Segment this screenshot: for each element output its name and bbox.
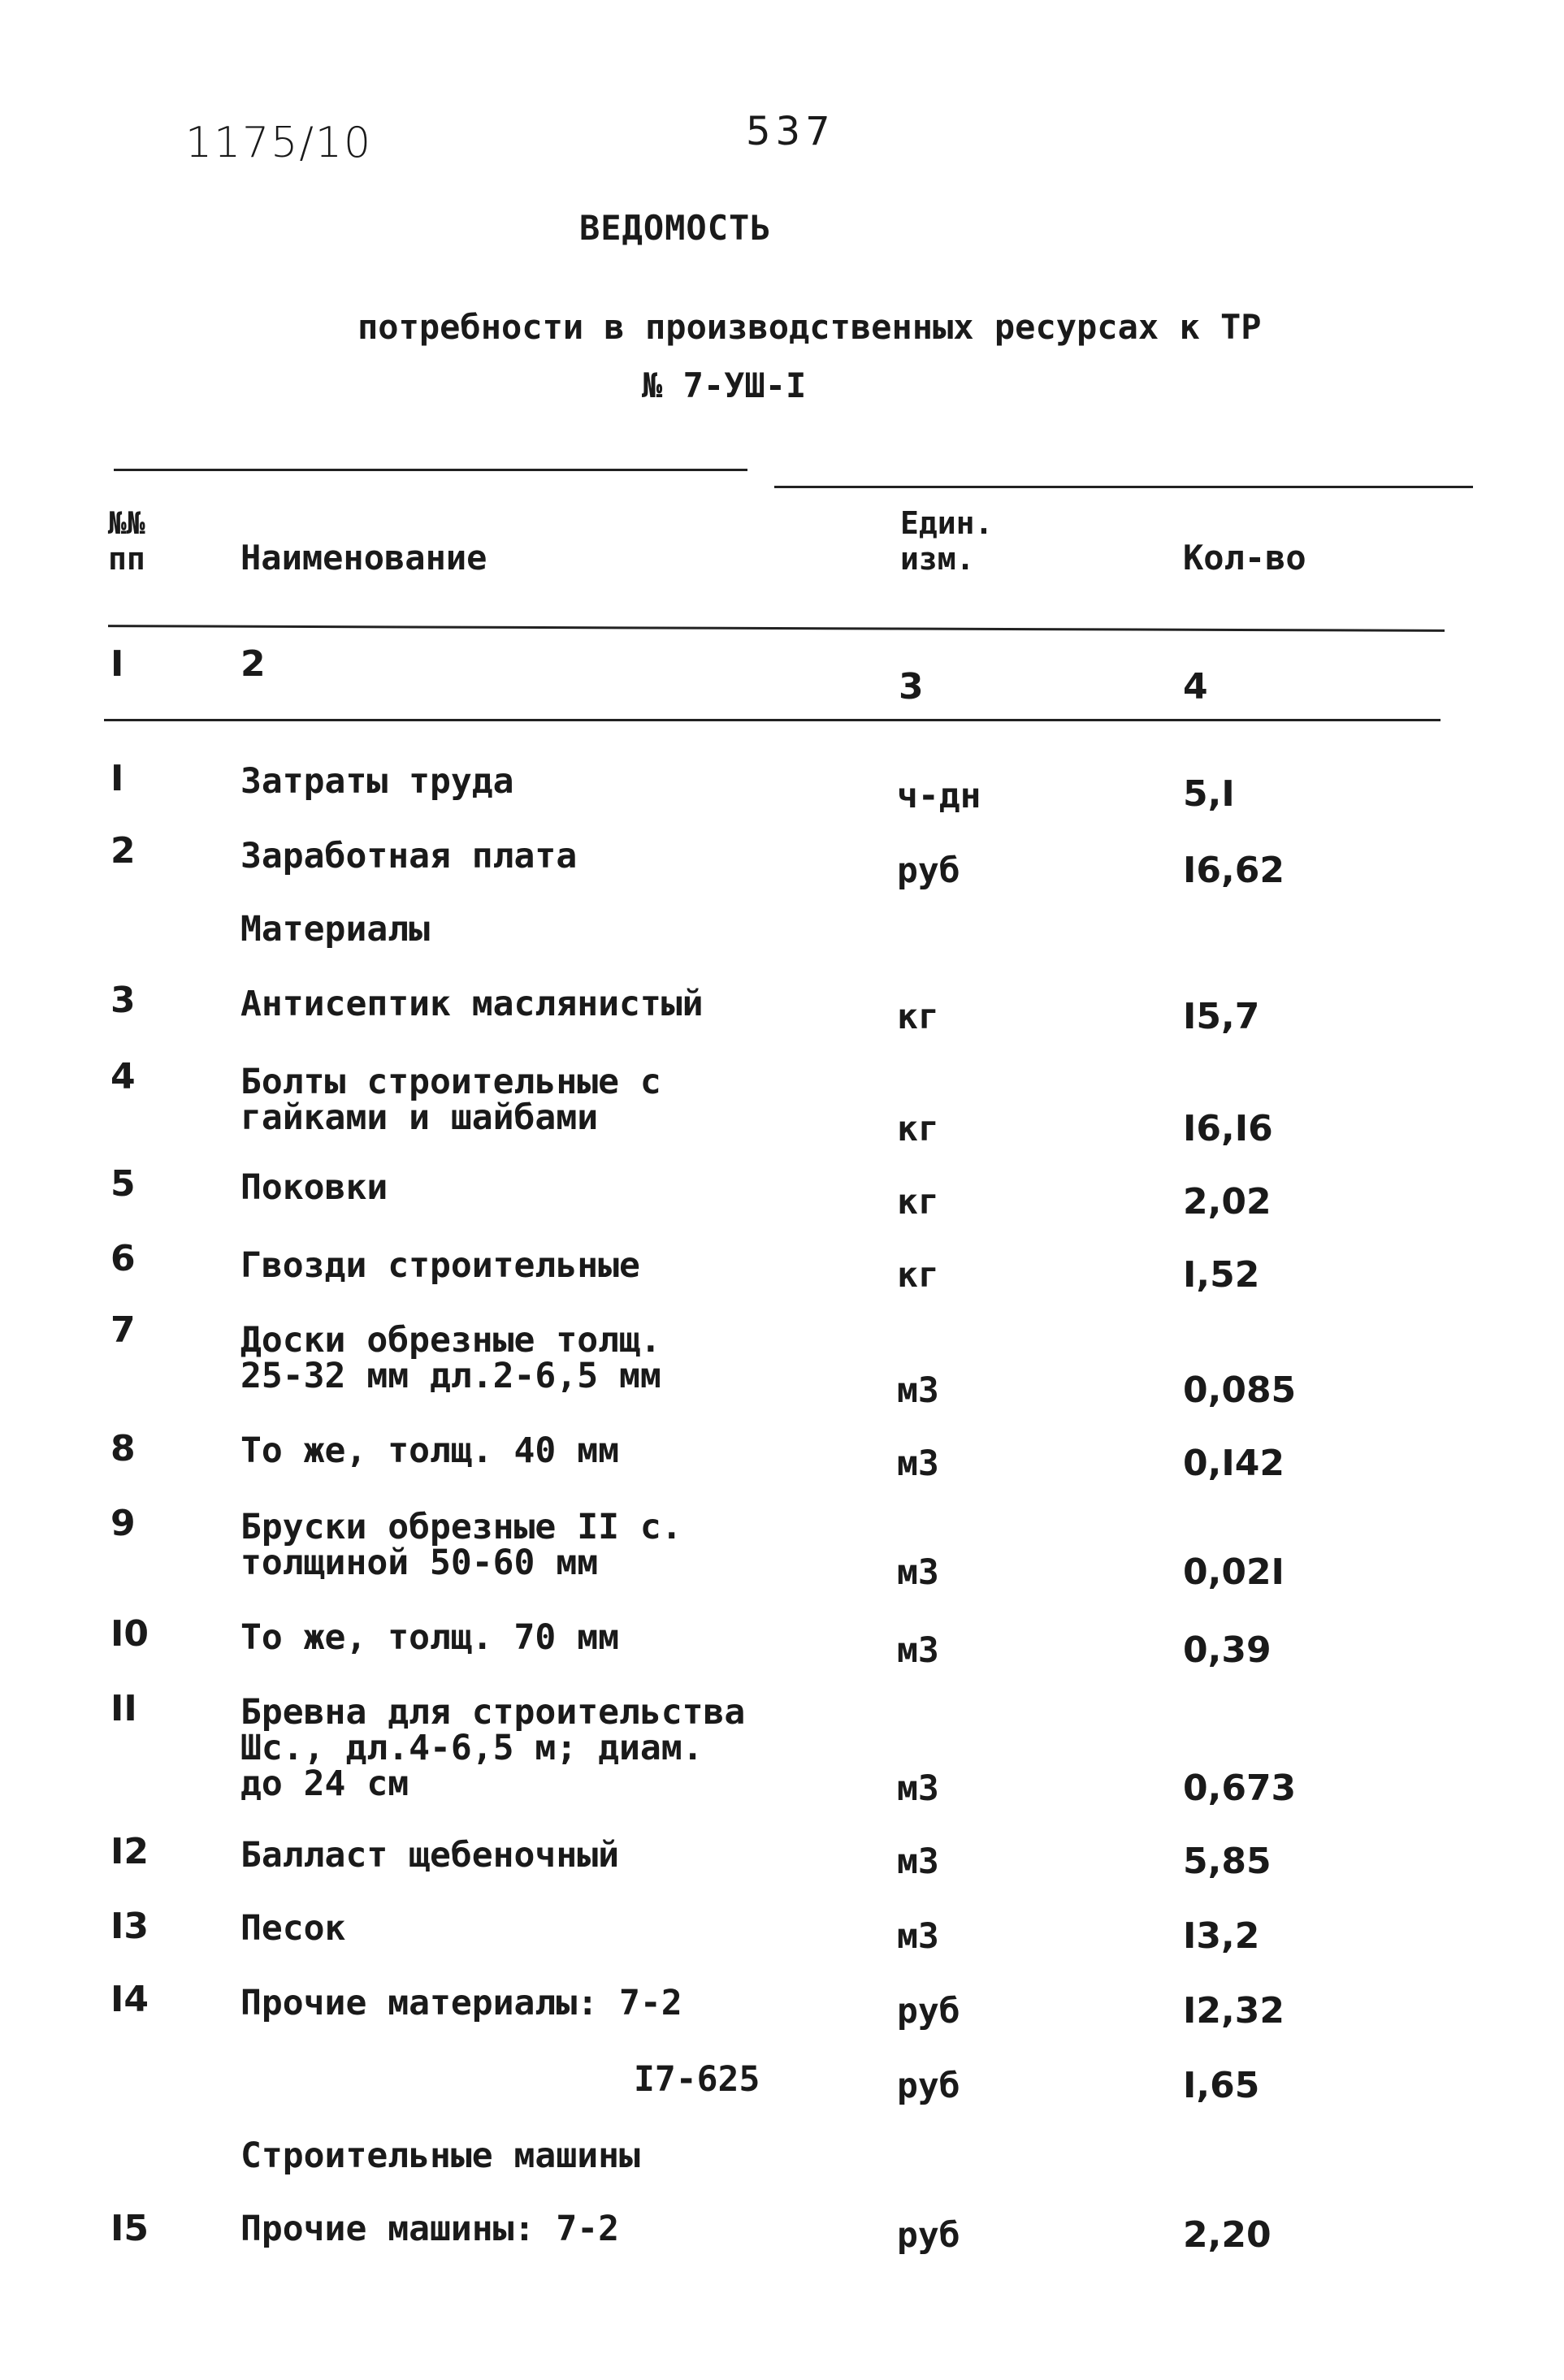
column-number-2: 2 xyxy=(240,643,266,685)
header-rule xyxy=(108,625,1445,632)
row-qty: I6,I6 xyxy=(1183,1108,1273,1149)
row-name: Доски обрезные толщ. 25-32 мм дл.2-6,5 мм xyxy=(240,1320,661,1396)
header-unit: Един. изм. xyxy=(900,505,994,577)
row-num: II xyxy=(110,1688,137,1729)
row-unit: кг xyxy=(897,1182,939,1222)
row-unit: руб xyxy=(897,1991,960,2032)
handwritten-number: 1175/10 xyxy=(185,119,373,167)
row-num: 4 xyxy=(110,1056,136,1097)
header-qty: Кол-во xyxy=(1183,538,1306,578)
row-name: Бревна для строительства Шс., дл.4-6,5 м; диам. до 24 см xyxy=(240,1692,746,1804)
row-name: Поковки xyxy=(240,1167,388,1208)
row-unit: кг xyxy=(897,1109,939,1149)
row-num: I xyxy=(110,758,124,799)
row-name: То же, толщ. 70 мм xyxy=(240,1617,619,1658)
row-name: Гвозди строительные xyxy=(240,1245,640,1286)
row-qty: 0,39 xyxy=(1183,1629,1272,1671)
document-title: ВЕДОМОСТЬ xyxy=(579,208,772,248)
row-num: I4 xyxy=(110,1979,149,2020)
column-number-1: I xyxy=(110,643,124,685)
row-name: Бруски обрезные II с. толщиной 50-60 мм xyxy=(240,1507,682,1583)
column-number-3: 3 xyxy=(899,666,924,708)
row-name: Болты строительные с гайками и шайбами xyxy=(240,1062,661,1138)
row-name: I7-625 xyxy=(634,2059,760,2100)
column-number-4: 4 xyxy=(1183,666,1208,708)
row-num: 2 xyxy=(110,830,136,872)
row-name: Материалы xyxy=(240,909,430,950)
row-name: Антисептик маслянистый xyxy=(240,984,704,1024)
row-num: 6 xyxy=(110,1238,136,1279)
row-name: То же, толщ. 40 мм xyxy=(240,1430,619,1471)
header-num: №№ пп xyxy=(108,505,145,577)
row-num: 3 xyxy=(110,980,136,1021)
page-number: 537 xyxy=(746,109,835,154)
row-unit: м3 xyxy=(897,1370,939,1411)
table-top-rule-right xyxy=(774,486,1473,488)
row-name: Песок xyxy=(240,1908,346,1949)
row-qty: I,65 xyxy=(1183,2065,1260,2106)
row-num: I3 xyxy=(110,1906,149,1947)
row-qty: 2,02 xyxy=(1183,1181,1272,1222)
document-number: № 7-УШ-I xyxy=(642,366,807,405)
row-unit: м3 xyxy=(897,1841,939,1882)
row-name: Прочие материалы: 7-2 xyxy=(240,1983,682,2023)
row-num: I0 xyxy=(110,1613,149,1655)
row-unit: руб xyxy=(897,850,960,891)
row-num: 5 xyxy=(110,1163,136,1205)
row-qty: I6,62 xyxy=(1183,850,1285,891)
document-subtitle: потребности в производственных ресурсах к ТР xyxy=(357,307,1262,347)
row-unit: м3 xyxy=(897,1916,939,1957)
row-qty: 5,I xyxy=(1183,773,1235,815)
row-qty: I,52 xyxy=(1183,1254,1260,1296)
row-unit: м3 xyxy=(897,1443,939,1484)
row-num: I5 xyxy=(110,2208,149,2249)
header-name: Наименование xyxy=(240,538,487,578)
row-num: 7 xyxy=(110,1309,136,1351)
row-unit: м3 xyxy=(897,1768,939,1809)
column-numbers-rule xyxy=(104,719,1441,721)
row-num: 8 xyxy=(110,1428,136,1469)
row-unit: ч-дн xyxy=(897,776,981,816)
row-unit: м3 xyxy=(897,1630,939,1671)
row-name: Прочие машины: 7-2 xyxy=(240,2209,619,2249)
row-qty: I5,7 xyxy=(1183,996,1260,1037)
row-qty: 0,I42 xyxy=(1183,1443,1285,1484)
row-name: Строительные машины xyxy=(240,2136,640,2176)
row-num: I2 xyxy=(110,1831,149,1872)
row-qty: 5,85 xyxy=(1183,1841,1272,1882)
row-name: Затраты труда xyxy=(240,761,514,802)
row-qty: 0,673 xyxy=(1183,1768,1297,1809)
row-qty: 2,20 xyxy=(1183,2214,1272,2256)
row-qty: I2,32 xyxy=(1183,1990,1285,2032)
row-name: Заработная плата xyxy=(240,836,578,876)
row-unit: руб xyxy=(897,2066,960,2106)
table-top-rule-left xyxy=(114,469,747,471)
row-qty: I3,2 xyxy=(1183,1915,1260,1957)
row-num: 9 xyxy=(110,1503,136,1544)
row-unit: кг xyxy=(897,997,939,1037)
row-name: Балласт щебеночный xyxy=(240,1835,619,1876)
row-qty: 0,02I xyxy=(1183,1551,1285,1593)
row-unit: руб xyxy=(897,2215,960,2256)
row-unit: кг xyxy=(897,1255,939,1296)
row-qty: 0,085 xyxy=(1183,1370,1297,1411)
row-unit: м3 xyxy=(897,1552,939,1593)
